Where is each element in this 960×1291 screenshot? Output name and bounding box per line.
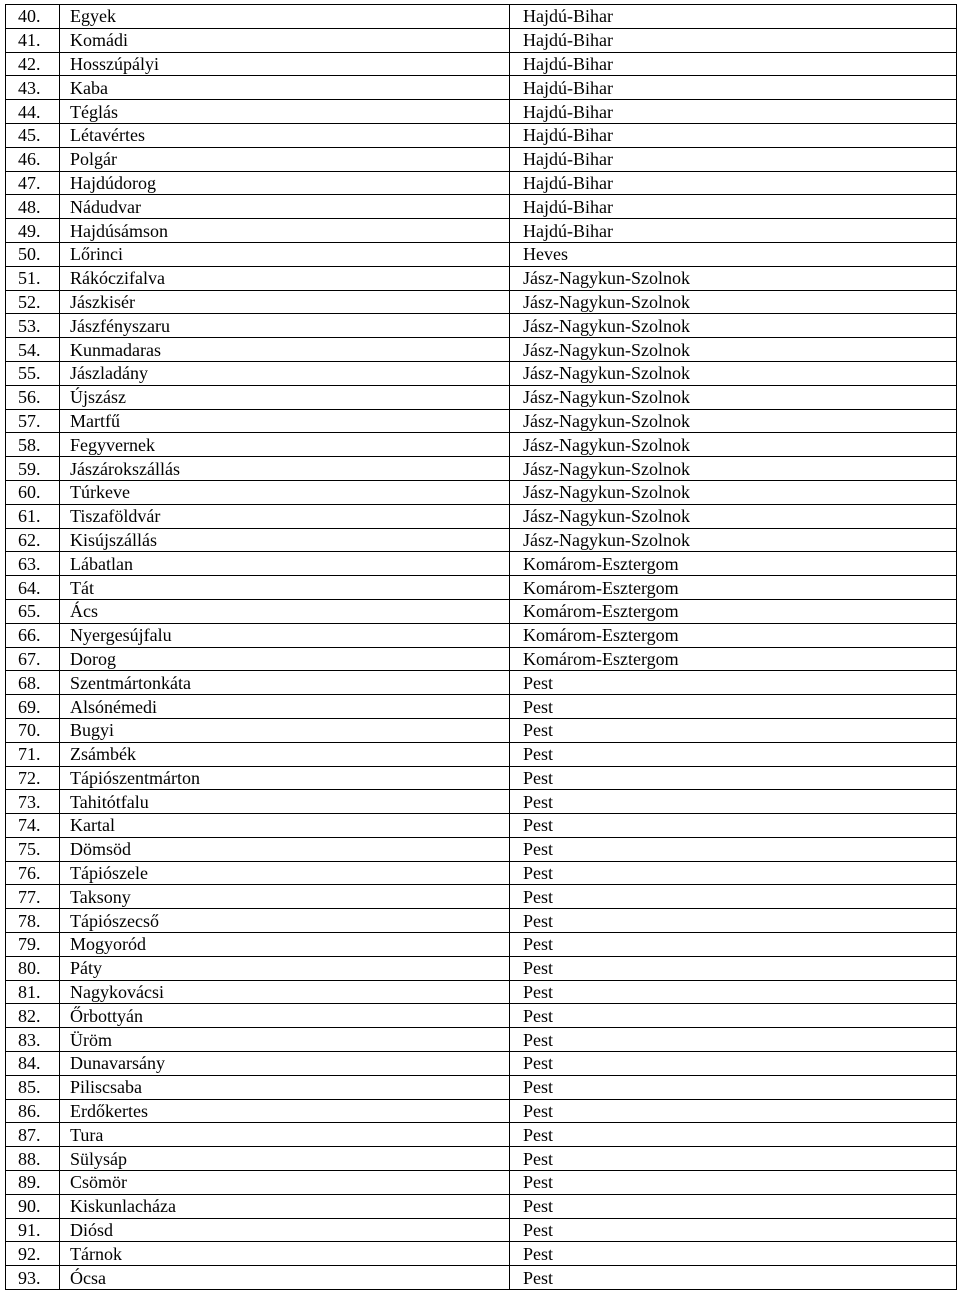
row-number-cell: 47. [6,171,60,195]
county-name-cell: Jász-Nagykun-Szolnok [510,409,957,433]
row-number-cell: 50. [6,242,60,266]
county-name-cell: Heves [510,242,957,266]
settlement-name-cell: Polgár [60,147,510,171]
settlement-name-cell: Tápiószecső [60,909,510,933]
row-number-cell: 85. [6,1075,60,1099]
county-name-cell: Pest [510,695,957,719]
settlement-name-cell: Erdőkertes [60,1099,510,1123]
settlement-name-cell: Jászladány [60,361,510,385]
row-number-cell: 57. [6,409,60,433]
row-number-cell: 67. [6,647,60,671]
table-row [6,742,957,766]
table-row [6,361,957,385]
table-row [6,409,957,433]
table-row [6,1266,957,1290]
settlement-name-cell: Ócsa [60,1266,510,1290]
county-name-cell: Hajdú-Bihar [510,171,957,195]
county-name-cell: Komárom-Esztergom [510,599,957,623]
settlement-name-cell: Ács [60,599,510,623]
table-row [6,837,957,861]
county-name-cell: Jász-Nagykun-Szolnok [510,266,957,290]
row-number-cell: 92. [6,1242,60,1266]
county-name-cell: Jász-Nagykun-Szolnok [510,314,957,338]
settlement-table-body [6,5,957,1290]
row-number-cell: 80. [6,956,60,980]
row-number-cell: 90. [6,1194,60,1218]
table-row [6,195,957,219]
table-row [6,528,957,552]
settlement-name-cell: Lőrinci [60,242,510,266]
table-row [6,171,957,195]
row-number-cell: 77. [6,885,60,909]
county-name-cell: Pest [510,742,957,766]
row-number-cell: 79. [6,933,60,957]
county-name-cell: Pest [510,1004,957,1028]
row-number-cell: 88. [6,1147,60,1171]
row-number-cell: 40. [6,5,60,29]
county-name-cell: Pest [510,1218,957,1242]
county-name-cell: Pest [510,933,957,957]
row-number-cell: 58. [6,433,60,457]
row-number-cell: 93. [6,1266,60,1290]
settlement-name-cell: Bugyi [60,718,510,742]
settlement-table [5,4,957,1290]
county-name-cell: Pest [510,1052,957,1076]
settlement-name-cell: Tiszaföldvár [60,504,510,528]
table-row [6,266,957,290]
county-name-cell: Hajdú-Bihar [510,28,957,52]
table-row [6,100,957,124]
row-number-cell: 65. [6,599,60,623]
row-number-cell: 87. [6,1123,60,1147]
table-row [6,909,957,933]
county-name-cell: Hajdú-Bihar [510,52,957,76]
table-row [6,5,957,29]
county-name-cell: Pest [510,671,957,695]
county-name-cell: Hajdú-Bihar [510,5,957,29]
row-number-cell: 62. [6,528,60,552]
settlement-name-cell: Sülysáp [60,1147,510,1171]
table-row [6,1171,957,1195]
table-row [6,52,957,76]
settlement-name-cell: Rákóczifalva [60,266,510,290]
row-number-cell: 81. [6,980,60,1004]
table-row [6,718,957,742]
settlement-name-cell: Kaba [60,76,510,100]
county-name-cell: Pest [510,1075,957,1099]
settlement-name-cell: Taksony [60,885,510,909]
settlement-name-cell: Mogyoród [60,933,510,957]
settlement-name-cell: Zsámbék [60,742,510,766]
table-row [6,552,957,576]
row-number-cell: 82. [6,1004,60,1028]
settlement-name-cell: Tápiószele [60,861,510,885]
county-name-cell: Komárom-Esztergom [510,576,957,600]
table-row [6,314,957,338]
row-number-cell: 60. [6,480,60,504]
table-row [6,1004,957,1028]
table-row [6,433,957,457]
settlement-name-cell: Téglás [60,100,510,124]
county-name-cell: Jász-Nagykun-Szolnok [510,433,957,457]
table-row [6,576,957,600]
table-row [6,1028,957,1052]
row-number-cell: 56. [6,385,60,409]
row-number-cell: 63. [6,552,60,576]
settlement-name-cell: Jászfényszaru [60,314,510,338]
county-name-cell: Pest [510,1266,957,1290]
county-name-cell: Jász-Nagykun-Szolnok [510,457,957,481]
county-name-cell: Pest [510,861,957,885]
row-number-cell: 91. [6,1218,60,1242]
row-number-cell: 48. [6,195,60,219]
settlement-name-cell: Diósd [60,1218,510,1242]
table-row [6,956,957,980]
table-row [6,814,957,838]
settlement-name-cell: Csömör [60,1171,510,1195]
table-row [6,933,957,957]
county-name-cell: Jász-Nagykun-Szolnok [510,480,957,504]
row-number-cell: 75. [6,837,60,861]
settlement-name-cell: Jászkisér [60,290,510,314]
county-name-cell: Pest [510,980,957,1004]
table-row [6,504,957,528]
settlement-name-cell: Létavértes [60,123,510,147]
settlement-name-cell: Tura [60,1123,510,1147]
settlement-name-cell: Jászárokszállás [60,457,510,481]
table-row [6,671,957,695]
row-number-cell: 45. [6,123,60,147]
settlement-name-cell: Páty [60,956,510,980]
settlement-name-cell: Tápiószentmárton [60,766,510,790]
settlement-name-cell: Túrkeve [60,480,510,504]
settlement-name-cell: Újszász [60,385,510,409]
settlement-name-cell: Dömsöd [60,837,510,861]
table-row [6,1242,957,1266]
table-row [6,338,957,362]
row-number-cell: 43. [6,76,60,100]
settlement-name-cell: Hajdúsámson [60,219,510,243]
county-name-cell: Komárom-Esztergom [510,623,957,647]
county-name-cell: Pest [510,1242,957,1266]
table-row [6,599,957,623]
settlement-name-cell: Martfű [60,409,510,433]
table-row [6,1194,957,1218]
county-name-cell: Jász-Nagykun-Szolnok [510,338,957,362]
table-row [6,76,957,100]
settlement-name-cell: Piliscsaba [60,1075,510,1099]
settlement-name-cell: Őrbottyán [60,1004,510,1028]
county-name-cell: Pest [510,956,957,980]
county-name-cell: Komárom-Esztergom [510,552,957,576]
row-number-cell: 89. [6,1171,60,1195]
county-name-cell: Hajdú-Bihar [510,123,957,147]
row-number-cell: 66. [6,623,60,647]
settlement-name-cell: Kisújszállás [60,528,510,552]
row-number-cell: 49. [6,219,60,243]
settlement-name-cell: Tát [60,576,510,600]
settlement-name-cell: Egyek [60,5,510,29]
settlement-name-cell: Nagykovácsi [60,980,510,1004]
county-name-cell: Pest [510,766,957,790]
county-name-cell: Pest [510,790,957,814]
table-row [6,385,957,409]
settlement-name-cell: Hosszúpályi [60,52,510,76]
county-name-cell: Hajdú-Bihar [510,76,957,100]
row-number-cell: 52. [6,290,60,314]
table-row [6,147,957,171]
county-name-cell: Hajdú-Bihar [510,100,957,124]
row-number-cell: 84. [6,1052,60,1076]
settlement-name-cell: Kunmadaras [60,338,510,362]
row-number-cell: 78. [6,909,60,933]
table-row [6,1147,957,1171]
row-number-cell: 59. [6,457,60,481]
county-name-cell: Pest [510,1028,957,1052]
table-row [6,1075,957,1099]
table-row [6,647,957,671]
settlement-name-cell: Nádudvar [60,195,510,219]
row-number-cell: 73. [6,790,60,814]
county-name-cell: Hajdú-Bihar [510,147,957,171]
settlement-name-cell: Dunavarsány [60,1052,510,1076]
row-number-cell: 74. [6,814,60,838]
table-row [6,242,957,266]
settlement-name-cell: Üröm [60,1028,510,1052]
row-number-cell: 51. [6,266,60,290]
row-number-cell: 53. [6,314,60,338]
row-number-cell: 72. [6,766,60,790]
row-number-cell: 76. [6,861,60,885]
county-name-cell: Hajdú-Bihar [510,219,957,243]
table-row [6,290,957,314]
settlement-name-cell: Alsónémedi [60,695,510,719]
table-row [6,1123,957,1147]
county-name-cell: Pest [510,909,957,933]
county-name-cell: Pest [510,718,957,742]
row-number-cell: 61. [6,504,60,528]
row-number-cell: 83. [6,1028,60,1052]
settlement-name-cell: Tárnok [60,1242,510,1266]
table-row [6,123,957,147]
county-name-cell: Pest [510,885,957,909]
settlement-name-cell: Szentmártonkáta [60,671,510,695]
table-row [6,219,957,243]
settlement-name-cell: Hajdúdorog [60,171,510,195]
row-number-cell: 55. [6,361,60,385]
settlement-name-cell: Komádi [60,28,510,52]
county-name-cell: Pest [510,1171,957,1195]
table-row [6,1099,957,1123]
table-row [6,980,957,1004]
county-name-cell: Pest [510,837,957,861]
settlement-name-cell: Tahitótfalu [60,790,510,814]
row-number-cell: 68. [6,671,60,695]
county-name-cell: Pest [510,1194,957,1218]
table-row [6,1218,957,1242]
settlement-name-cell: Dorog [60,647,510,671]
table-row [6,1052,957,1076]
row-number-cell: 64. [6,576,60,600]
county-name-cell: Jász-Nagykun-Szolnok [510,361,957,385]
table-row [6,457,957,481]
county-name-cell: Pest [510,1099,957,1123]
table-row [6,28,957,52]
county-name-cell: Hajdú-Bihar [510,195,957,219]
county-name-cell: Jász-Nagykun-Szolnok [510,290,957,314]
county-name-cell: Pest [510,1123,957,1147]
row-number-cell: 44. [6,100,60,124]
settlement-name-cell: Lábatlan [60,552,510,576]
settlement-name-cell: Fegyvernek [60,433,510,457]
county-name-cell: Pest [510,1147,957,1171]
settlement-name-cell: Nyergesújfalu [60,623,510,647]
table-row [6,790,957,814]
row-number-cell: 46. [6,147,60,171]
table-row [6,695,957,719]
county-name-cell: Jász-Nagykun-Szolnok [510,385,957,409]
row-number-cell: 71. [6,742,60,766]
row-number-cell: 70. [6,718,60,742]
table-row [6,623,957,647]
row-number-cell: 54. [6,338,60,362]
table-row [6,885,957,909]
county-name-cell: Jász-Nagykun-Szolnok [510,528,957,552]
row-number-cell: 41. [6,28,60,52]
county-name-cell: Jász-Nagykun-Szolnok [510,504,957,528]
table-row [6,861,957,885]
row-number-cell: 42. [6,52,60,76]
table-row [6,480,957,504]
row-number-cell: 69. [6,695,60,719]
row-number-cell: 86. [6,1099,60,1123]
county-name-cell: Pest [510,814,957,838]
table-row [6,766,957,790]
settlement-name-cell: Kiskunlacháza [60,1194,510,1218]
county-name-cell: Komárom-Esztergom [510,647,957,671]
settlement-name-cell: Kartal [60,814,510,838]
